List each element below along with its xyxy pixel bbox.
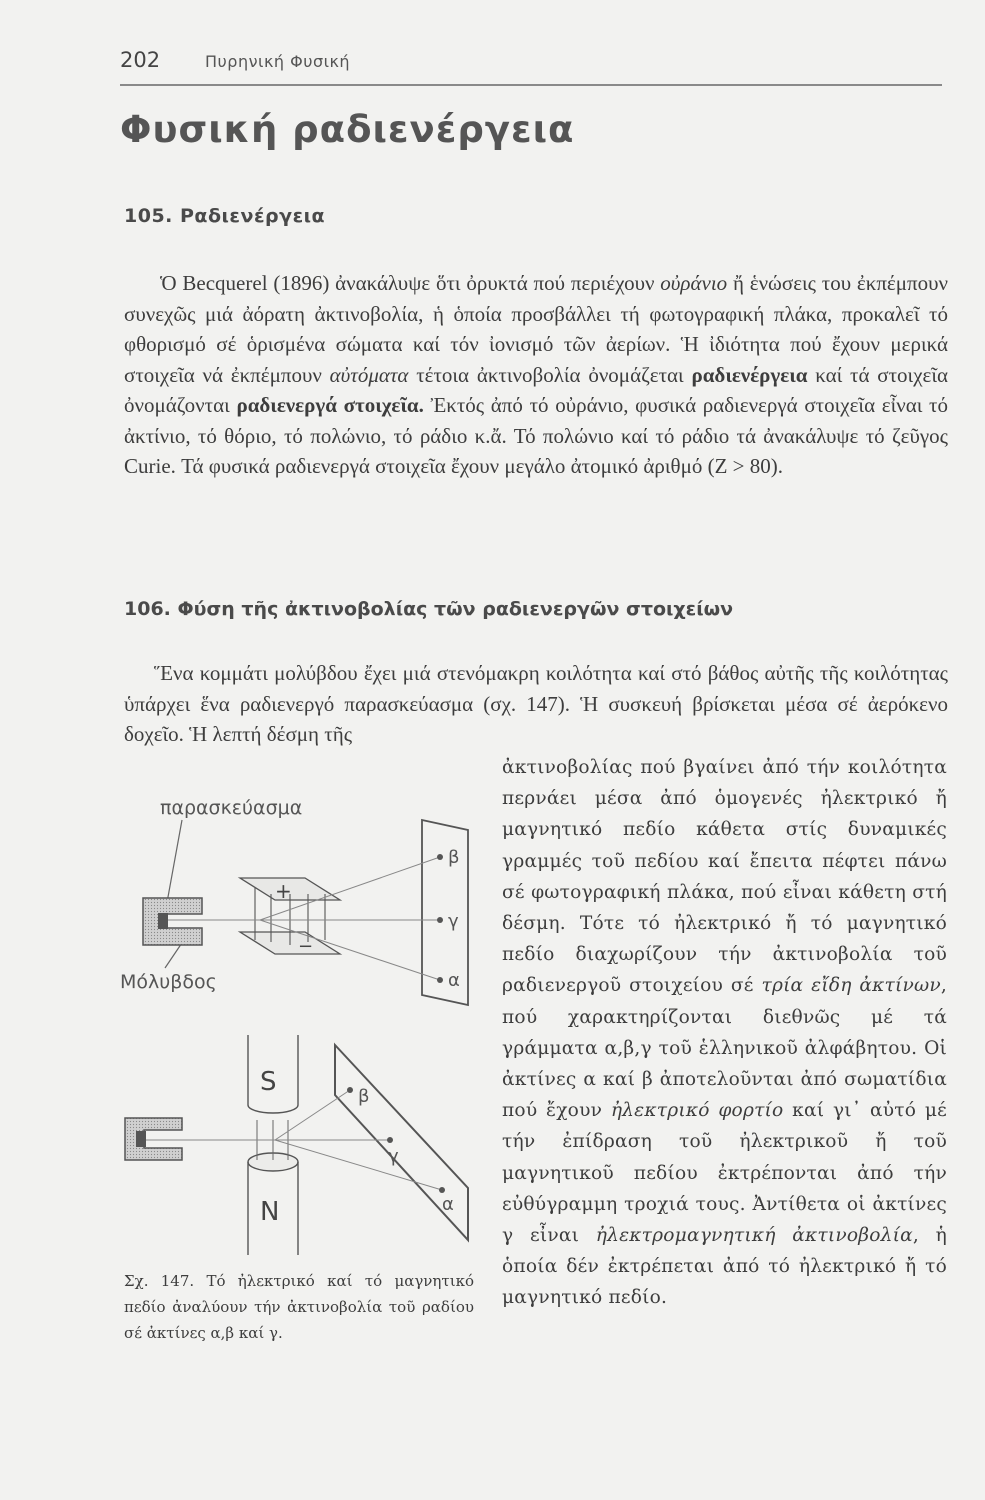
alpha-label: α xyxy=(448,970,460,991)
italic-term: ἠλεκτρικό φορτίο xyxy=(610,1100,784,1122)
minus-sign: − xyxy=(298,936,314,957)
section-heading-105: 105. Ραδιενέργεια xyxy=(124,205,326,227)
plus-sign: + xyxy=(275,879,292,903)
figure-caption: Σχ. 147. Τό ἠλεκτρικό καί τό μαγνητικό πεδίο ἀναλύουν τήν ἀκτινοβολία τοῦ ραδίου σέ ἀκτίνες α,β καί γ. xyxy=(124,1272,474,1342)
text-run: ἀκτινοβολίας πού βγαίνει ἀπό τήν κοιλότητα περνάει μέσα ἀπό ὁμογενές ἠλεκτρικό ἤ μαγνητικό πεδίο κάθετα στίς δυναμικές γραμμές τοῦ πεδίου καί ἔπειτα πέφτει πάνω σέ φωτογραφική πλάκα, πού εἶναι κάθετη στή δέσμη. Τότε τό ἠλεκτρικό ἤ τό μαγνητικό πεδίο διαχωρίζουν τήν ἀκτινοβολία τοῦ ραδιενεργοῦ στοιχείου σέ xyxy=(502,757,947,997)
text-run: τέτοια ἀκτινοβολία ὀνομάζεται xyxy=(408,362,692,387)
section-heading-106: 106. Φύση τῆς ἀκτινοβολίας τῶν ραδιενεργῶν στοιχείων xyxy=(124,598,734,620)
north-label: N xyxy=(260,1197,280,1227)
bold-term: ραδιενεργά στοιχεῖα. xyxy=(236,393,424,417)
text-run: , πού χαρακτηρίζονται διεθνῶς μέ τά γράμματα α,β,γ τοῦ ἑλληνικοῦ ἀλφάβητου. Οἱ ἀκτίνες α καί β ἀποτελοῦνται ἀπό σωματίδια πού ἔχουν xyxy=(502,975,947,1122)
radioactive-sample xyxy=(158,913,168,929)
beta-label: β xyxy=(448,847,460,868)
page-number: 202 xyxy=(120,48,161,72)
paragraph-nature-full-width: Ἕνα κομμάτι μολύβδου ἔχει μιά στενόμακρη κοιλότητα καί στό βάθος αὐτῆς τῆς κοιλότητας ὑπάρχει ἕνα ραδιενεργό παρασκεύασμα (σχ. 147). Ἡ συσκευή βρίσκεται μέσα σέ ἀερόκενο δοχεῖο. Ἡ λεπτή δέσμη τῆς xyxy=(124,661,948,746)
lead-label: Μόλυβδος xyxy=(120,971,217,993)
sample-label: παρασκεύασμα xyxy=(160,797,303,819)
chapter-title: Φυσική ραδιενέργεια xyxy=(120,108,575,151)
text-run: καί γι᾿ αὐτό μέ τήν ἐπίδραση τοῦ ἠλεκτρικοῦ ἤ τοῦ μαγνητικοῦ πεδίου ἐκτρέπονται ἀπό τήν εὐθύγραμμη τροχιά τους. Ἀντίθετα οἱ ἀκτίνες γ εἶναι xyxy=(502,1100,947,1247)
bold-term: ραδιενέργεια xyxy=(691,362,808,387)
text-run: Ὁ Becquerel (1896) ἀνακάλυψε ὅτι ὀρυκτά πού περιέχουν xyxy=(160,271,661,295)
running-title: Πυρηνική Φυσική xyxy=(205,52,351,71)
italic-term: ἠλεκτρομαγνητική ἀκτινοβολία xyxy=(595,1225,913,1247)
italic-term: τρία εἴδη ἀκτίνων xyxy=(761,975,941,997)
paragraph-radioactivity xyxy=(124,268,948,482)
beta-label-2: β xyxy=(358,1086,370,1107)
alpha-label-2: α xyxy=(442,1194,454,1215)
text-run: ἤ ἑνώσεις του ἐκπέμπουν συνεχῶς μιά ἀόρατη ἀκτινοβολία, ἡ ὁποία προσβάλλει τή φωτογραφική πλάκα, προκαλεῖ τό φθορισμό σέ ὁρισμένα σώματα καί τόν ἰονισμό τῶν ἀερίων. Ἡ ἰδιότητα πού ἔχουν μερικά στοιχεῖα νά ἐκπέμπουν xyxy=(124,271,948,387)
south-label: S xyxy=(260,1067,277,1097)
lead-block-2 xyxy=(125,1118,182,1160)
electric-field-diagram xyxy=(120,797,468,1005)
text-run: Ἐκτός ἀπό τό οὐράνιο, φυσικά ραδιενεργά στοιχεῖα εἶναι τό ἀκτίνιο, τό θόριο, τό πολώνιο, τό ράδιο κ.ἄ. Τό πολώνιο καί τό ράδιο τά ἀνακάλυψε τό ζεῦγος Curie. Τά φυσικά ραδιενεργά στοιχεῖα ἔχουν μεγάλο ἀτομικό ἀριθμό (Z > 80). xyxy=(124,393,948,478)
running-header xyxy=(120,44,942,86)
italic-term: αὐτόματα xyxy=(329,362,409,387)
italic-term: οὐράνιο xyxy=(660,271,728,295)
figure-147-diagram xyxy=(120,790,490,1350)
text-run: , ἡ ὁποία δέν ἐκτρέπεται ἀπό τό ἠλεκτρικό ἤ τό μαγνητικό πεδίο. xyxy=(502,1225,948,1309)
photographic-plate xyxy=(422,820,468,1005)
lead-block xyxy=(143,898,202,945)
magnetic-field-diagram xyxy=(125,1035,468,1255)
text-run: καί τά στοιχεῖα ὀνομάζονται xyxy=(124,362,948,417)
paragraph-nature-column xyxy=(502,752,947,1314)
gamma-label-2: γ xyxy=(388,1146,399,1167)
gamma-label: γ xyxy=(448,911,459,932)
